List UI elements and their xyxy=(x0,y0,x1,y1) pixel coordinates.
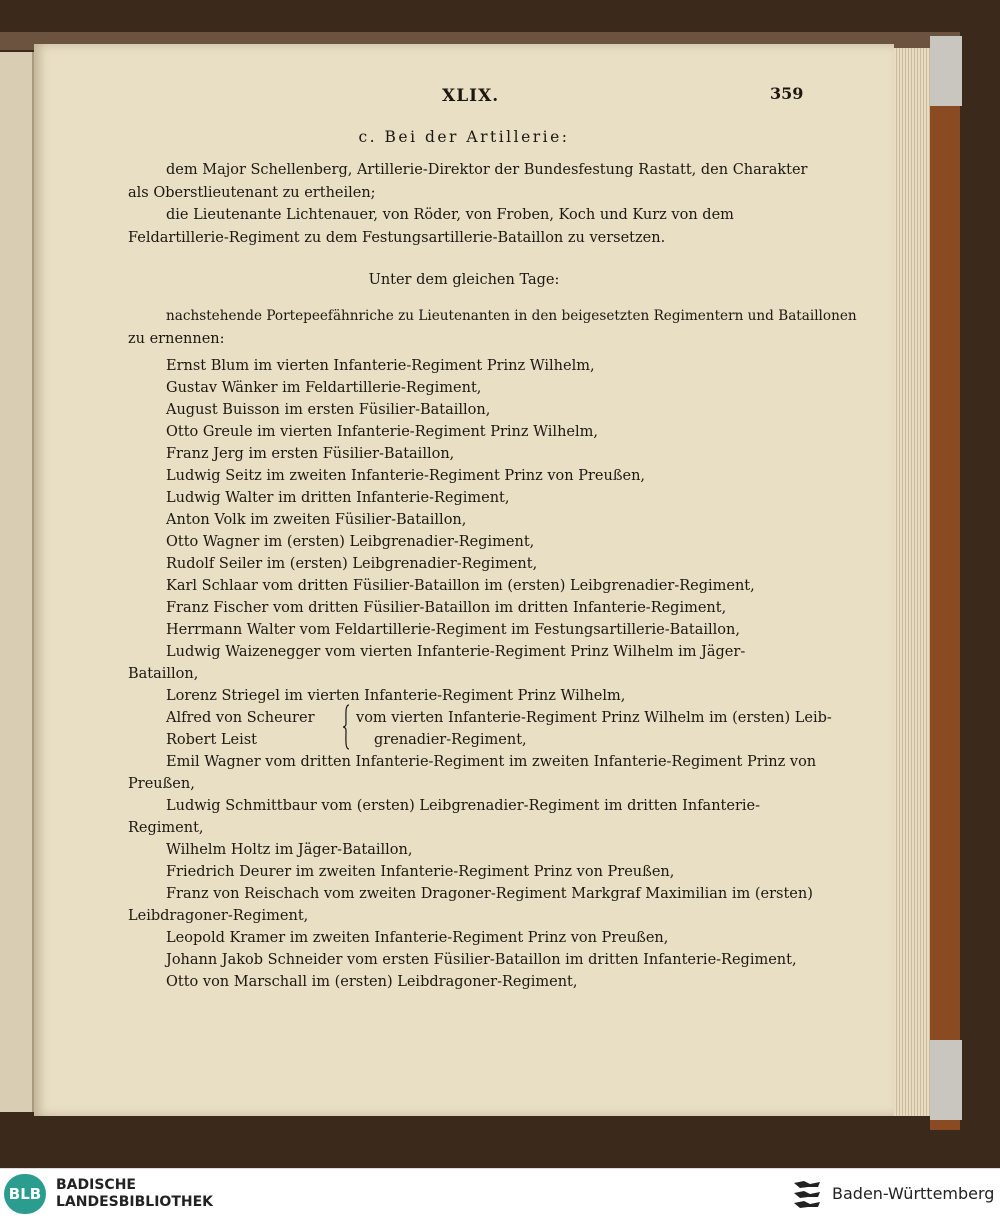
paragraph-line: Feldartillerie-Regiment zu dem Festungsartillerie-Bataillon zu versetzen. xyxy=(128,230,666,246)
blb-logo[interactable]: BLB xyxy=(4,1174,46,1214)
cover-corner-bottom xyxy=(930,1040,962,1120)
list-item: Karl Schlaar vom dritten Füsilier-Bataillon im (ersten) Leibgrenadier-Regiment, xyxy=(166,578,755,594)
blb-name[interactable] xyxy=(56,1177,213,1211)
list-item: Franz Jerg im ersten Füsilier-Bataillon, xyxy=(166,446,455,462)
list-item: Friedrich Deurer im zweiten Infanterie-Regiment Prinz von Preußen, xyxy=(166,864,675,880)
list-item: Otto Greule im vierten Infanterie-Regiment Prinz Wilhelm, xyxy=(166,424,598,440)
list-item: Franz von Reischach vom zweiten Dragoner-Regiment Markgraf Maximilian im (ersten) xyxy=(166,886,813,902)
paired-name: Robert Leist xyxy=(166,732,257,748)
list-item: Otto Wagner im (ersten) Leibgrenadier-Regiment, xyxy=(166,534,535,550)
list-item: Johann Jakob Schneider vom ersten Füsilier-Bataillon im dritten Infanterie-Regiment, xyxy=(166,952,797,968)
list-item: Anton Volk im zweiten Füsilier-Bataillon, xyxy=(166,512,467,528)
list-item: Ludwig Schmittbaur vom (ersten) Leibgrenadier-Regiment im dritten Infanterie- xyxy=(166,798,760,814)
list-item: Ludwig Waizenegger vom vierten Infanterie-Regiment Prinz Wilhelm im Jäger- xyxy=(166,644,746,660)
date-heading: Unter dem gleichen Tage: xyxy=(368,272,560,288)
page-stack-edges xyxy=(888,48,930,1116)
curly-brace-icon xyxy=(342,704,350,750)
list-item: Ernst Blum im vierten Infanterie-Regiment Prinz Wilhelm, xyxy=(166,358,595,374)
list-item: Wilhelm Holtz im Jäger-Bataillon, xyxy=(166,842,413,858)
paired-name: Alfred von Scheurer xyxy=(166,710,315,726)
cover-corner-top xyxy=(930,36,962,106)
bw-name[interactable]: Baden-Württemberg xyxy=(832,1184,995,1203)
section-title: c. Bei der Artillerie: xyxy=(358,128,570,146)
paired-text: vom vierten Infanterie-Regiment Prinz Wilhelm im (ersten) Leib- xyxy=(356,710,832,726)
paragraph-line: die Lieutenante Lichtenauer, von Röder, von Froben, Koch und Kurz von dem xyxy=(166,207,734,223)
list-item: Rudolf Seiler im (ersten) Leibgrenadier-Regiment, xyxy=(166,556,538,572)
paragraph-line: zu ernennen: xyxy=(128,331,225,347)
list-item: Otto von Marschall im (ersten) Leibdragoner-Regiment, xyxy=(166,974,578,990)
list-item: Leopold Kramer im zweiten Infanterie-Regiment Prinz von Preußen, xyxy=(166,930,669,946)
list-item: Leibdragoner-Regiment, xyxy=(128,908,309,924)
list-item: Regiment, xyxy=(128,820,204,836)
book-page xyxy=(34,44,894,1116)
blb-name-line2: LANDESBIBLIOTHEK xyxy=(56,1194,214,1210)
left-page-edge xyxy=(0,52,34,1112)
list-item: Franz Fischer vom dritten Füsilier-Bataillon im dritten Infanterie-Regiment, xyxy=(166,600,727,616)
page-text xyxy=(34,44,894,1116)
footer-bar xyxy=(0,1168,1000,1219)
blb-name-line1: BADISCHE xyxy=(56,1177,136,1193)
list-item: Lorenz Striegel im vierten Infanterie-Regiment Prinz Wilhelm, xyxy=(166,688,626,704)
book-cover-right xyxy=(930,40,960,1130)
list-item: Gustav Wänker im Feldartillerie-Regiment, xyxy=(166,380,482,396)
paragraph-line: dem Major Schellenberg, Artillerie-Direktor der Bundesfestung Rastatt, den Charakter xyxy=(166,162,808,178)
list-item: Bataillon, xyxy=(128,666,199,682)
page-number: 359 xyxy=(770,84,804,103)
paragraph-line: nachstehende Portepeefähnriche zu Lieutenanten in den beigesetzten Regimentern und Bataillonen xyxy=(166,308,857,324)
list-item: Ludwig Seitz im zweiten Infanterie-Regiment Prinz von Preußen, xyxy=(166,468,646,484)
paragraph-line: als Oberstlieutenant zu ertheilen; xyxy=(128,185,376,201)
list-item: Emil Wagner vom dritten Infanterie-Regiment im zweiten Infanterie-Regiment Prinz von xyxy=(166,754,817,770)
state-lions-icon xyxy=(790,1177,824,1211)
paired-text: grenadier-Regiment, xyxy=(374,732,527,748)
list-item: Preußen, xyxy=(128,776,195,792)
list-item: Ludwig Walter im dritten Infanterie-Regiment, xyxy=(166,490,510,506)
list-item: August Buisson im ersten Füsilier-Bataillon, xyxy=(166,402,491,418)
list-item: Herrmann Walter vom Feldartillerie-Regiment im Festungsartillerie-Bataillon, xyxy=(166,622,740,638)
header-number: XLIX. xyxy=(442,86,500,106)
